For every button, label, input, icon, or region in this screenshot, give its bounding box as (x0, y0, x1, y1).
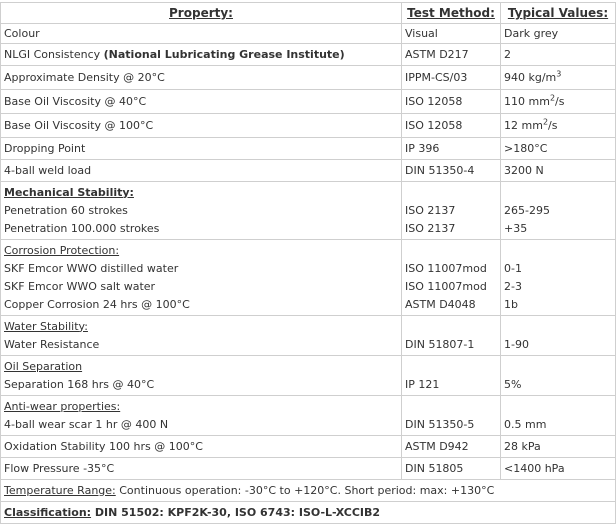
method-cell: Visual (402, 24, 501, 44)
method-cell: IP 121 (402, 356, 501, 396)
table-row (1, 24, 616, 44)
section-water-stability (1, 316, 616, 356)
temperature-range-cell (1, 480, 616, 502)
table-row (1, 114, 616, 138)
method-cell: DIN 51350-4 (402, 160, 501, 182)
section-oil-separation (1, 356, 616, 396)
property-cell: Mechanical Stability: Penetration 60 strokes Penetration 100.000 strokes (1, 182, 402, 240)
classification-row (1, 502, 616, 524)
temperature-range-label: Temperature Range: (4, 483, 116, 497)
value-cell: 2 (501, 44, 616, 66)
property-cell: Water Stability: Water Resistance (1, 316, 402, 356)
section-corrosion-protection (1, 240, 616, 316)
table-row (1, 160, 616, 182)
value-cell: >180°C (501, 138, 616, 160)
table-row (1, 458, 616, 480)
property-cell: Base Oil Viscosity @ 40°C (1, 90, 402, 114)
value-cell: 12 $mm^2/s$ (501, 114, 616, 138)
method-cell: ASTM D217 (402, 44, 501, 66)
section-mechanical-stability (1, 182, 616, 240)
property-cell: Approximate Density @ 20°C (1, 66, 402, 90)
method-cell: ASTM D942 (402, 436, 501, 458)
section-title: Mechanical Stability: (4, 185, 134, 199)
table-row (1, 66, 616, 90)
classification-text: DIN 51502: KPF2K-30, ISO 6743: ISO-L-XCCIB2 (91, 505, 381, 519)
method-cell: DIN 51805 (402, 458, 501, 480)
header-test-method: Test Method: (402, 3, 501, 24)
method-cell: IPPM-CS/03 (402, 66, 501, 90)
property-cell: Anti-wear properties: 4-ball wear scar 1 hr @ 400 N (1, 396, 402, 436)
value-cell: 110 $mm^2/s$ (501, 90, 616, 114)
property-cell: Flow Pressure -35°C (1, 458, 402, 480)
method-cell: DIN 51350-5 (402, 396, 501, 436)
value-cell: 0.5 mm (501, 396, 616, 436)
value-cell: 265-295 +35 (501, 182, 616, 240)
method-cell: ISO 2137 ISO 2137 (402, 182, 501, 240)
table-row (1, 44, 616, 66)
value-cell: 1-90 (501, 316, 616, 356)
property-cell: Dropping Point (1, 138, 402, 160)
value-cell: Dark grey (501, 24, 616, 44)
property-cell: NLGI Consistency (National Lubricating Grease Institute) (1, 44, 402, 66)
table-row (1, 436, 616, 458)
method-cell: ISO 12058 (402, 90, 501, 114)
table-row (1, 138, 616, 160)
property-cell: Colour (1, 24, 402, 44)
method-cell: ISO 12058 (402, 114, 501, 138)
value-cell: 0-1 2-3 1b (501, 240, 616, 316)
property-cell: Oxidation Stability 100 hrs @ 100°C (1, 436, 402, 458)
property-cell: Oil Separation Separation 168 hrs @ 40°C (1, 356, 402, 396)
value-cell: 5% (501, 356, 616, 396)
method-cell: ISO 11007mod ISO 11007mod ASTM D4048 (402, 240, 501, 316)
section-title: Corrosion Protection: (4, 243, 120, 257)
section-title: Anti-wear properties: (4, 399, 121, 413)
temperature-range-text: Continuous operation: -30°C to +120°C. Short period: max: +130°C (115, 483, 495, 497)
header-row (1, 3, 616, 24)
value-cell: 28 kPa (501, 436, 616, 458)
section-anti-wear (1, 396, 616, 436)
header-typical-values: Typical Values: (501, 3, 616, 24)
method-cell: DIN 51807-1 (402, 316, 501, 356)
header-property: Property: (1, 3, 402, 24)
property-cell: Base Oil Viscosity @ 100°C (1, 114, 402, 138)
table-row (1, 90, 616, 114)
section-title: Oil Separation (4, 359, 83, 373)
classification-cell (1, 502, 616, 524)
properties-table (0, 2, 616, 524)
method-cell: IP 396 (402, 138, 501, 160)
property-cell: Corrosion Protection: SKF Emcor WWO distilled water SKF Emcor WWO salt water Copper Corrosion 24 hrs @ 100°C (1, 240, 402, 316)
temperature-range-row (1, 480, 616, 502)
value-cell: 940 $kg/m^3$ (501, 66, 616, 90)
property-cell: 4-ball weld load (1, 160, 402, 182)
value-cell: 3200 N (501, 160, 616, 182)
value-cell: <1400 hPa (501, 458, 616, 480)
section-title: Water Stability: (4, 319, 88, 333)
classification-label: Classification: (4, 505, 92, 519)
